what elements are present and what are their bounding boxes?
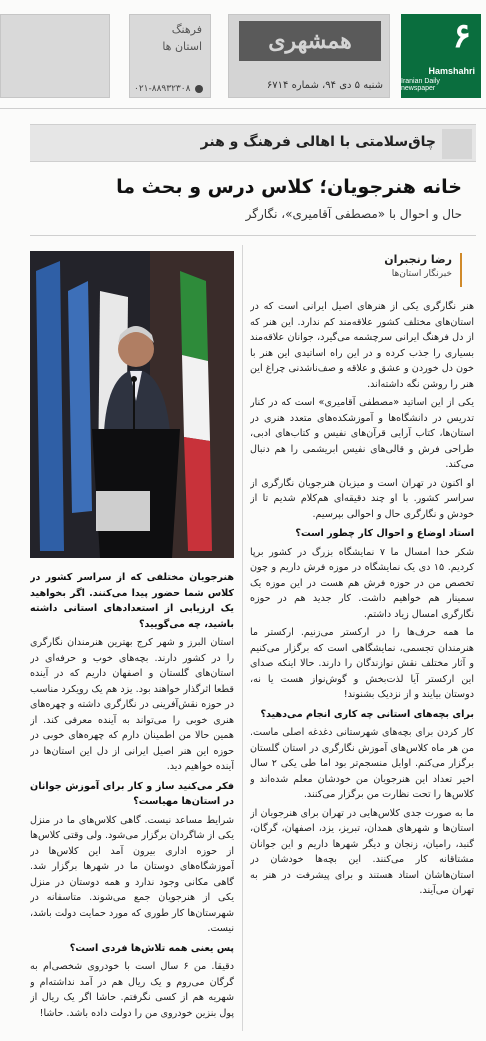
masthead-box [228, 14, 390, 98]
section-banner [30, 124, 476, 162]
article-headline: خانه هنرجویان؛ کلاس درس و بحث ما [116, 176, 462, 198]
interview-question: هنرجویان مختلفی که از سراسر کشور در کلاس شما حضور پیدا می‌کنند. اگر بخواهید یک ارزیابی از استعدادهای استانی داشته باشید، چه می‌گویید؟ [30, 572, 234, 630]
author-name: رضا رنجبران [384, 253, 452, 266]
article-body-left-column [30, 566, 234, 1036]
brand-tagline: Iranian Daily newspaper [401, 78, 440, 92]
body-paragraph: یکی از این اساتید «مصطفی آقامیری» است که در کنار تدریس در دانشگاه‌ها و آموزشکده‌های متعدد هنری در استان‌ها، کتاب آرایی قرآن‌های نفیس و کتاب‌های ادبی، طراحی فرش و قالی‌های نفیس ابریشمی را هم دنبال می‌کند. [250, 397, 474, 470]
interview-question: استاد اوضاع و احوال کار چطور است؟ [295, 528, 474, 539]
banner-ornament-right [442, 129, 472, 159]
header-blank-box [0, 14, 110, 98]
body-paragraph: ما به صورت جدی کلاس‌هایی در تهران برای هنرجویان از استان‌ها و شهرهای همدان، تبریز، یزد، اصفهان، گرگان، گنبد، رامیان، زنجان و دیگر شهرها داریم و این جوانان مشتاقانه کار می‌کنند. این بچه‌ها خودشان در استان‌هاشان استاد هستند و برای پیشرفت در هنر به تهران می‌آیند. [250, 807, 474, 896]
section-label-line2: استان ها [162, 40, 202, 53]
issue-date: شنبه ۵ دی ۹۴، شماره ۶۷۱۴ [266, 80, 383, 91]
masthead-logo: همشهری [239, 21, 381, 61]
page-number: ۶ [452, 16, 471, 56]
body-paragraph: هنر نگارگری یکی از هنرهای اصیل ایرانی است که در استان‌های مختلف کشور علاقه‌مند کم ندارد. این هنر که از دل فرهنگ ایرانی سرچشمه می‌گیرد، جوانان علاقه‌مند بسیاری را جذب کرده و در این راه اساتیدی این هنر با خون دل خوردن و عشق و علاقه و صف‌ناشدنی چراغ این هنر را روشن نگه داشته‌اند. [250, 301, 474, 390]
page-number-box [401, 14, 481, 98]
article-photo [30, 251, 234, 558]
headline-divider [30, 235, 476, 236]
article-subhead: حال و احوال با «مصطفی آقامیری»، نگارگر [245, 207, 462, 221]
section-label-line1: فرهنگ [171, 23, 202, 36]
phone-number: ۰۲۱-۸۸۹۳۲۳۰۸ [134, 84, 191, 94]
body-paragraph: شرایط مساعد نیست. گاهی کلاس‌های ما در منزل یکی از شاگردان برگزار می‌شود. ولی وقتی کلاس‌ها از حوزه اداری بیرون آمد این کلاس‌ها در آموزشگاه‌های دوستان ما در شهرها برگزار شد. گاهی مکانی وجود ندارد و همه دوستان در منزل یکی از هنرجویان جمع می‌شوند. متاسفانه در شهرستان‌ها کار طوری که مورد حمایت دولت باشد، نیست. [30, 814, 234, 934]
body-paragraph: دقیقا. من ۶ سال است با خودروی شخصی‌ام به گرگان می‌روم و یک ریال هم در آمد نداشته‌ام و شهریه هم از کسی نگرفتم. حاشا اگر یک ریال از پول بنزین خودروی من را دولت داده باشد. حاشا! [30, 961, 234, 1019]
header-divider [0, 108, 486, 109]
phone-icon [195, 85, 203, 93]
interview-question: فکر می‌کنید ساز و کار برای آموزش جوانان در استان‌ها مهیاست؟ [30, 780, 234, 807]
body-paragraph: شکر خدا امسال ما ۷ نمایشگاه بزرگ در کشور برپا کردیم. ۱۵ دی یک نمایشگاه در موزه فرش داریم و چون تخصص من در حوزه فرش هم هست در این موزه یک سمینار هم خواهیم داشت. کار جدید هم در حوزه نگارگری امسال زیاد داشتم. [250, 546, 474, 620]
interview-question: برای بچه‌های استانی چه کاری انجام می‌دهید؟ [260, 708, 474, 720]
body-paragraph: استان البرز و شهر کرج بهترین هنرمندان نگارگری را در کشور دارند. بچه‌های خوب و حرفه‌ای در استان‌های گلستان و اصفهان داریم که در آینده قطعا اثرگذار خواهند بود. یزد هم یک رویکرد مناسب در حوزه نقش‌آفرینی در نگارگری داشته و چهره‌های هنری خوبی را می‌تواند به آینده معرفی کند. از همین حالا من اطمینان دارم که چهره‌های خوبی در حوزه این هنر اصیل ایرانی از دل این استان‌ها در آینده خواهیم دید. [30, 637, 234, 772]
author-byline [242, 253, 462, 287]
author-role: خبرنگار استان‌ها [391, 269, 452, 279]
speaker-illustration [30, 251, 234, 558]
interview-question: پس یعنی همه تلاش‌ها فردی است؟ [69, 942, 234, 954]
body-paragraph: او اکنون در تهران است و میزبان هنرجویان نگارگری از سراسر کشور. با او چند دقیقه‌ای هم‌کلام شدیم تا از خودش و نگارگری حال و احوالی بپرسیم. [250, 477, 474, 520]
body-paragraph: کار کردن برای بچه‌های شهرستانی دغدغه اصلی ماست. من هر ماه کلاس‌های آموزش نگارگری در استان گلستان برگزار می‌کنم. اوایل منسجم‌تر بود اما طی یکی ۲ سال اخیر تعداد این هنرجویان من خودشان معلم شده‌اند و کلاس‌ها را تحت نظارت من برگزار می‌کنند. [250, 727, 474, 800]
brand-name: Hamshahri [428, 66, 475, 76]
banner-title: چاق‌سلامتی با اهالی فرهنگ و هنر [200, 134, 436, 150]
article-body-right-column [250, 299, 474, 1019]
body-paragraph: ما همه حرف‌ها را در ارکستر می‌زنیم. ارکستر ما هنرمندان تجسمی، نمایشگاهی است که برگزار می‌کنیم و آثار مختلف نقش نوازندگان را دارند. حالا اینکه صدای این ارکستر آیا لذت‌بخش و گوش‌نواز هست یا نه، دوستان بیایند و از نزدیک بشنوند! [250, 627, 474, 700]
section-phone [134, 84, 203, 94]
section-label-box [129, 14, 211, 98]
column-divider [242, 245, 243, 1031]
